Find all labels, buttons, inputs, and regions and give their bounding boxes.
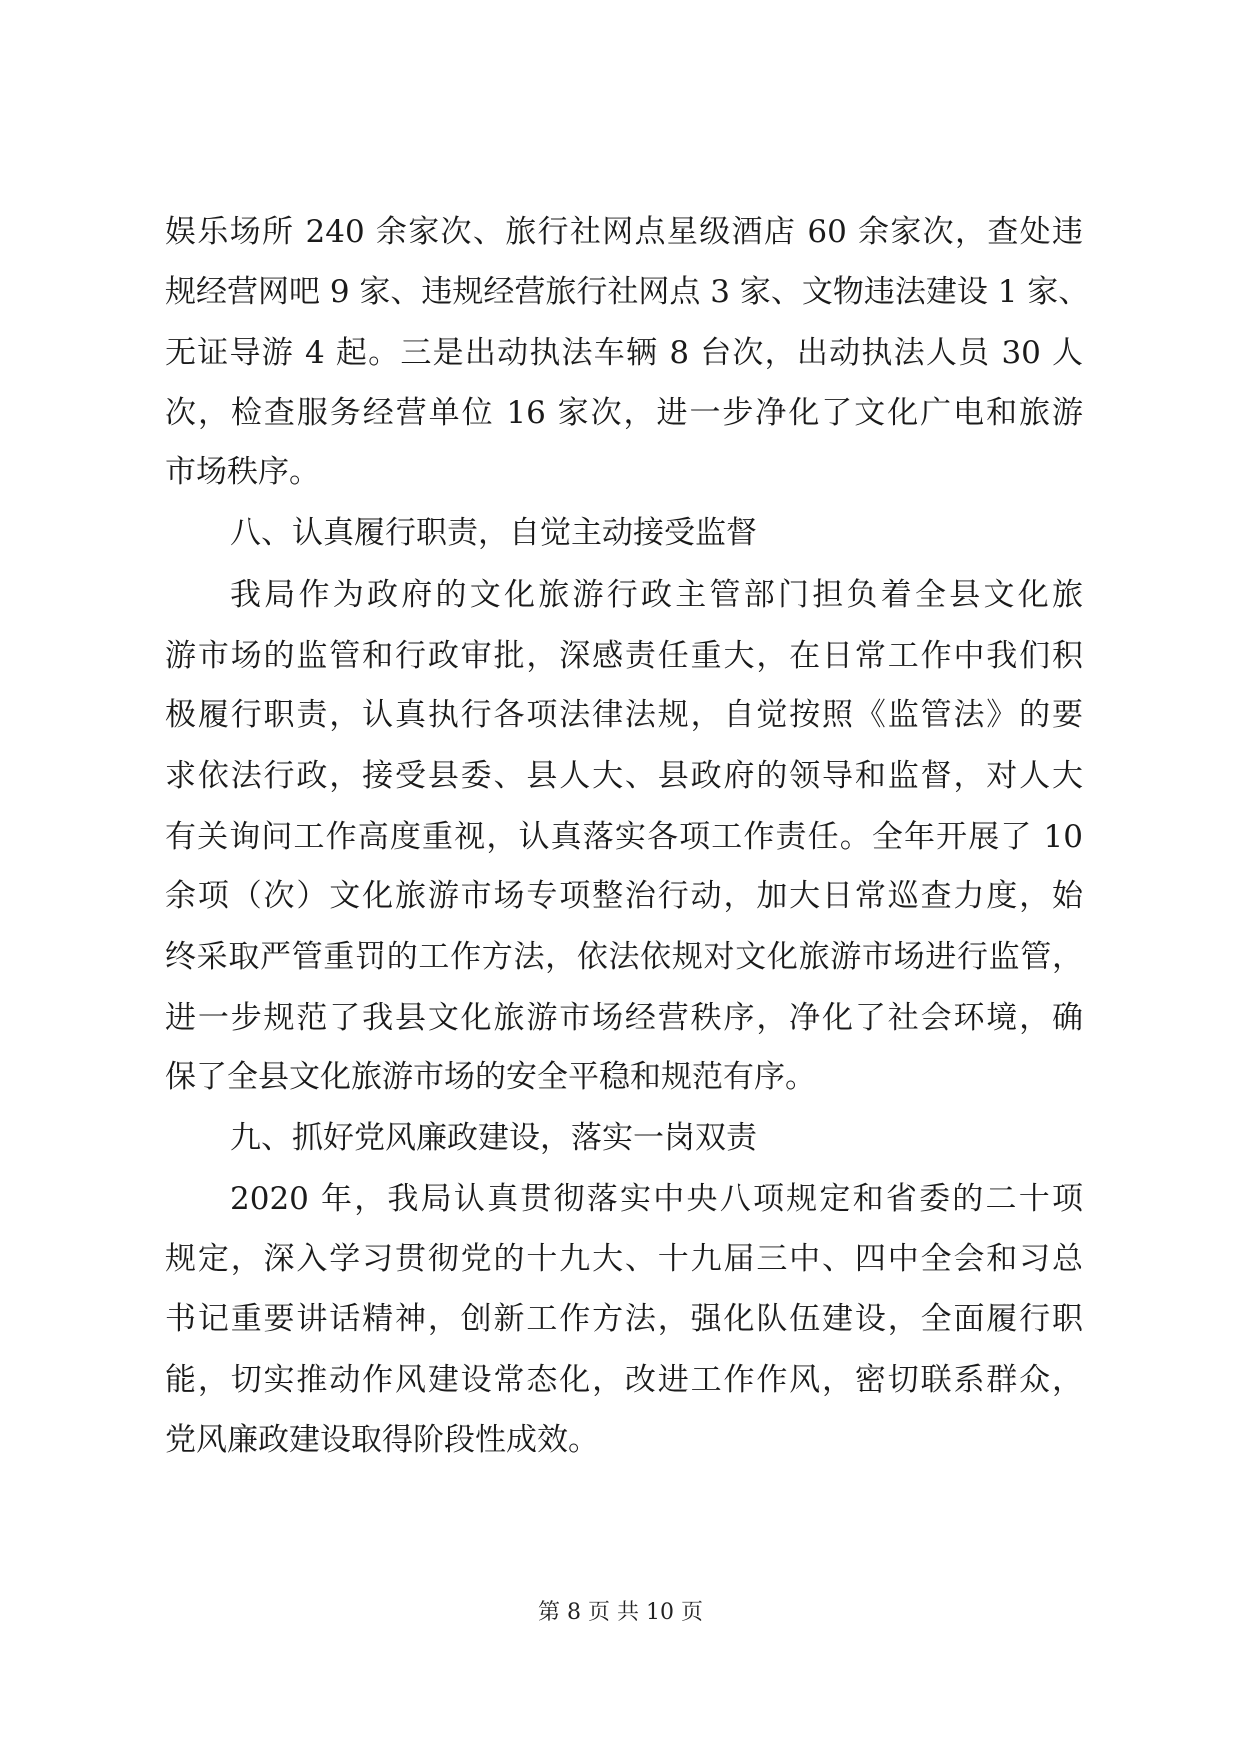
paragraph-3-line-1: 2020 年，我局认真贯彻落实中央八项规定和省委的二十项 — [230, 1181, 1083, 1217]
section-heading-9: 九、抓好党风廉政建设，落实一岗双责 — [230, 1120, 757, 1156]
paragraph-3-line-2: 规定，深入学习贯彻党的十九大、十九届三中、四中全会和习总 — [165, 1241, 1083, 1277]
paragraph-2-line-9: 保了全县文化旅游市场的安全平稳和规范有序。 — [165, 1059, 816, 1095]
paragraph-2-line-7: 终采取严管重罚的工作方法，依法依规对文化旅游市场进行监管， — [165, 939, 1083, 975]
paragraph-2-line-5: 有关询问工作高度重视，认真落实各项工作责任。全年开展了 10 — [165, 819, 1083, 855]
paragraph-3-line-3: 书记重要讲话精神，创新工作方法，强化队伍建设，全面履行职 — [165, 1301, 1083, 1337]
paragraph-3-line-4: 能，切实推动作风建设常态化，改进工作作风，密切联系群众， — [165, 1362, 1083, 1398]
section-heading-8: 八、认真履行职责，自觉主动接受监督 — [230, 515, 757, 551]
paragraph-2-line-6: 余项（次）文化旅游市场专项整治行动，加大日常巡查力度，始 — [165, 878, 1083, 914]
paragraph-1-line-3: 无证导游 4 起。三是出动执法车辆 8 台次，出动执法人员 30 人 — [165, 335, 1083, 371]
paragraph-1-line-5: 市场秩序。 — [165, 454, 320, 490]
page-number-footer: 第 8 页 共 10 页 — [538, 1600, 703, 1625]
paragraph-2-line-2: 游市场的监管和行政审批，深感责任重大，在日常工作中我们积 — [165, 638, 1083, 674]
paragraph-3-line-5: 党风廉政建设取得阶段性成效。 — [165, 1422, 599, 1458]
paragraph-2-line-3: 极履行职责，认真执行各项法律法规，自觉按照《监管法》的要 — [165, 697, 1083, 733]
paragraph-2-line-8: 进一步规范了我县文化旅游市场经营秩序，净化了社会环境，确 — [165, 1000, 1083, 1036]
paragraph-2-line-1: 我局作为政府的文化旅游行政主管部门担负着全县文化旅 — [230, 577, 1083, 613]
paragraph-1-line-2: 规经营网吧 9 家、违规经营旅行社网点 3 家、文物违法建设 1 家、 — [165, 274, 1090, 310]
paragraph-1-line-4: 次，检查服务经营单位 16 家次，进一步净化了文化广电和旅游 — [165, 395, 1083, 431]
paragraph-1-line-1: 娱乐场所 240 余家次、旅行社网点星级酒店 60 余家次，查处违 — [165, 214, 1083, 250]
paragraph-2-line-4: 求依法行政，接受县委、县人大、县政府的领导和监督，对人大 — [165, 758, 1083, 794]
